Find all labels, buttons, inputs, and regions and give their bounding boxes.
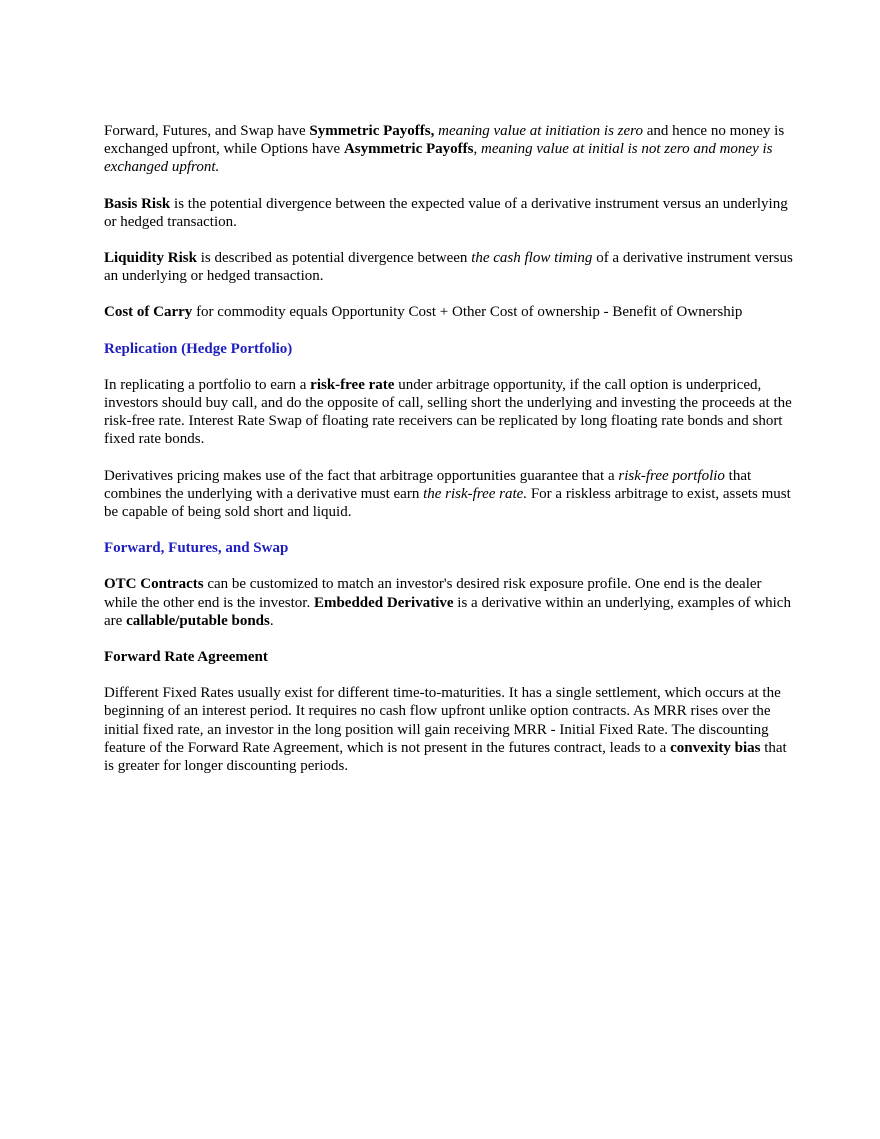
document-page	[104, 122, 794, 793]
text-run: for commodity equals Opportunity Cost + Other Cost of ownership - Benefit of Ownership	[192, 304, 743, 321]
risk-free-portfolio-phrase: risk-free portfolio	[618, 467, 725, 484]
text-run: is the potential divergence between the expected value of a derivative instrument versus an underlying or hedged transaction.	[104, 195, 788, 230]
text-run: .	[269, 612, 274, 629]
text-run: of a derivative instrument versus an underlying or hedged transaction.	[104, 250, 793, 285]
text-run: and hence no money is exchanged upfront, while Options have	[104, 123, 785, 158]
text-run: is described as potential divergence between	[196, 250, 472, 267]
text-run: is a derivative within an underlying, examples of which are	[104, 594, 791, 629]
replication-paragraph	[104, 376, 794, 449]
callable-putable-bonds-term: callable/putable bonds	[126, 612, 270, 629]
basis-risk-term: Basis Risk	[104, 195, 171, 212]
derivatives-pricing-paragraph	[104, 467, 794, 522]
text-run: that combines the underlying with a derivative must earn	[104, 467, 752, 502]
forward-rate-agreement-heading: Forward Rate Agreement	[104, 649, 268, 666]
text-run: ,	[473, 141, 481, 158]
text-run: that is greater for longer discounting periods.	[104, 739, 787, 775]
replication-heading: Replication (Hedge Portfolio)	[104, 340, 293, 357]
cash-flow-timing-phrase: the cash flow timing	[471, 250, 593, 267]
forward-futures-swap-heading: Forward, Futures, and Swap	[104, 540, 289, 557]
risk-free-rate-term: risk-free rate	[310, 376, 395, 393]
payoffs-paragraph	[104, 122, 794, 177]
cost-of-carry-term: Cost of Carry	[104, 304, 193, 321]
asymmetric-payoffs-term: Asymmetric Payoffs	[343, 141, 474, 158]
basis-risk-paragraph	[104, 195, 794, 231]
forward-rate-agreement-paragraph	[104, 684, 794, 775]
text-run: For a riskless arbitrage to exist, assets must be capable of being sold short and liquid.	[104, 485, 791, 521]
otc-contracts-term: OTC Contracts	[104, 576, 204, 593]
symmetric-payoffs-term: Symmetric Payoffs,	[309, 123, 435, 139]
otc-contracts-paragraph	[104, 575, 794, 630]
text-run: under arbitrage opportunity, if the call option is underpriced, investors should buy call, and do the opposite of call, selling short the underlying and investing the proceeds at the risk-free rate. Interest Rate Swap of floating rate receivers can be replicated by long floating rate bonds and short fixed rate bonds.	[104, 376, 792, 448]
convexity-bias-term: convexity bias	[670, 739, 761, 756]
liquidity-risk-term: Liquidity Risk	[104, 250, 197, 267]
text-run: Derivatives pricing makes use of the fact that arbitrage opportunities guarantee that a	[104, 467, 619, 484]
liquidity-risk-paragraph	[104, 249, 794, 285]
text-run: can be customized to match an investor's desired risk exposure profile. One end is the dealer while the other end is the investor.	[104, 576, 762, 611]
asymmetric-payoffs-definition: meaning value at initial is not zero and money is exchanged upfront.	[104, 141, 773, 176]
embedded-derivative-term: Embedded Derivative	[313, 594, 454, 611]
cost-of-carry-paragraph	[104, 303, 794, 321]
text-run: In replicating a portfolio to earn a	[104, 376, 311, 393]
text-run: Forward, Futures, and Swap have	[104, 123, 310, 139]
symmetric-payoffs-definition: meaning value at initiation is zero	[438, 123, 643, 139]
risk-free-rate-phrase: the risk-free rate.	[423, 485, 528, 502]
text-run: Different Fixed Rates usually exist for different time-to-maturities. It has a single settlement, which occurs at the beginning of an interest period. It requires no cash flow upfront unlike option contracts. As MRR rises over the initial fixed rate, an investor in the long position will gain receiving MRR - Initial Fixed Rate. The discounting feature of the Forward Rate Agreement, which is not present in the futures contract, leads to a	[104, 685, 781, 756]
